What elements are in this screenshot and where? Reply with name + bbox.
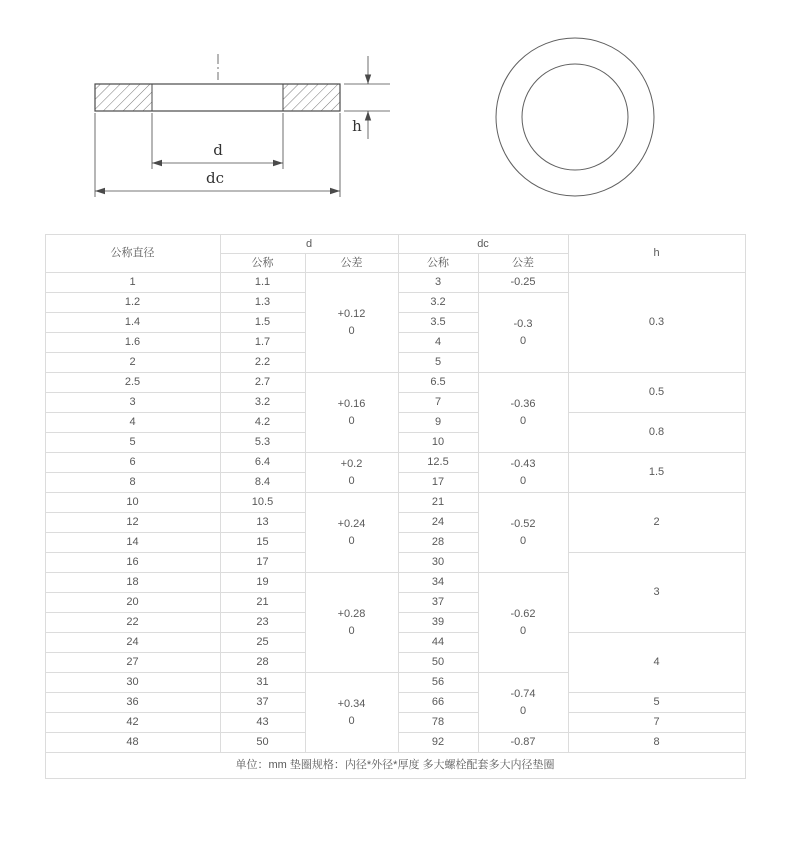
tolerance-line: -0.87 xyxy=(510,736,536,748)
cell-d-nominal: 1.7 xyxy=(220,333,305,353)
header-dc-tolerance: 公差 xyxy=(478,254,568,273)
section-view xyxy=(95,54,390,197)
cell-dc-nominal: 7 xyxy=(398,393,478,413)
header-nominal-diameter: 公称直径 xyxy=(45,235,220,273)
technical-drawing-section xyxy=(0,0,790,232)
header-d-nominal: 公称 xyxy=(220,254,305,273)
tolerance-line: -0.43 xyxy=(510,457,536,470)
dc-arrow-right xyxy=(330,188,340,194)
dim-label-dc: dc xyxy=(205,169,225,187)
tolerance-line: 0 xyxy=(519,334,527,347)
header-dc-nominal: 公称 xyxy=(398,254,478,273)
cell-dc-nominal: 4 xyxy=(398,333,478,353)
cell-dc-tolerance xyxy=(478,673,568,733)
dim-label-d: d xyxy=(213,141,223,159)
cell-d-nominal: 6.4 xyxy=(220,453,305,473)
cell-h: 5 xyxy=(568,693,745,713)
tolerance-line: 0 xyxy=(519,414,527,427)
header-row-1 xyxy=(45,235,745,254)
cell-d-nominal: 43 xyxy=(220,713,305,733)
cell-nominal-diameter: 20 xyxy=(45,593,220,613)
tolerance-line: +0.34 xyxy=(337,697,366,710)
cell-dc-tolerance xyxy=(478,453,568,493)
cell-nominal-diameter: 1 xyxy=(45,273,220,293)
cell-dc-nominal: 3 xyxy=(398,273,478,293)
cell-nominal-diameter: 5 xyxy=(45,433,220,453)
cell-d-nominal: 15 xyxy=(220,533,305,553)
cell-dc-nominal: 10 xyxy=(398,433,478,453)
cell-d-nominal: 3.2 xyxy=(220,393,305,413)
cell-nominal-diameter: 16 xyxy=(45,553,220,573)
cell-d-nominal: 23 xyxy=(220,613,305,633)
cell-h: 7 xyxy=(568,713,745,733)
tolerance-line: -0.36 xyxy=(510,397,536,410)
tolerance-line: 0 xyxy=(348,474,355,487)
washer-spec-table xyxy=(45,234,746,779)
cell-d-nominal: 19 xyxy=(220,573,305,593)
cell-h: 0.5 xyxy=(568,373,745,413)
cell-d-nominal: 2.7 xyxy=(220,373,305,393)
cell-nominal-diameter: 4 xyxy=(45,413,220,433)
cell-d-tolerance xyxy=(305,373,398,453)
cell-dc-nominal: 78 xyxy=(398,713,478,733)
table-body xyxy=(45,273,745,753)
cell-d-tolerance xyxy=(305,673,398,753)
cell-d-nominal: 5.3 xyxy=(220,433,305,453)
cell-dc-nominal: 50 xyxy=(398,653,478,673)
cell-dc-nominal: 92 xyxy=(398,733,478,753)
tolerance-line: -0.62 xyxy=(510,607,536,620)
cell-dc-tolerance xyxy=(478,373,568,453)
cell-d-nominal: 8.4 xyxy=(220,473,305,493)
cell-dc-nominal: 66 xyxy=(398,693,478,713)
h-arrow-top xyxy=(365,75,371,85)
cell-d-nominal: 17 xyxy=(220,553,305,573)
cell-dc-nominal: 56 xyxy=(398,673,478,693)
spec-row xyxy=(45,373,745,393)
cell-dc-tolerance xyxy=(478,493,568,573)
table-footer xyxy=(45,753,745,779)
footer-row xyxy=(45,753,745,779)
outer-circle xyxy=(496,38,654,196)
spec-row xyxy=(45,273,745,293)
cell-d-nominal: 50 xyxy=(220,733,305,753)
cell-dc-nominal: 12.5 xyxy=(398,453,478,473)
cell-nominal-diameter: 2 xyxy=(45,353,220,373)
cell-nominal-diameter: 3 xyxy=(45,393,220,413)
cell-h: 3 xyxy=(568,553,745,633)
cell-dc-tolerance xyxy=(478,573,568,673)
cell-d-nominal: 25 xyxy=(220,633,305,653)
tolerance-line: -0.3 xyxy=(513,317,533,330)
cell-h: 0.3 xyxy=(568,273,745,373)
header-d: d xyxy=(220,235,398,254)
cell-d-nominal: 2.2 xyxy=(220,353,305,373)
tolerance-line: +0.16 xyxy=(337,397,366,410)
cell-d-nominal: 13 xyxy=(220,513,305,533)
cell-dc-nominal: 44 xyxy=(398,633,478,653)
cell-dc-nominal: 21 xyxy=(398,493,478,513)
tolerance-line: 0 xyxy=(519,704,527,717)
h-arrow-bottom xyxy=(365,111,371,121)
cell-dc-tolerance xyxy=(478,733,568,753)
cell-dc-nominal: 3.5 xyxy=(398,313,478,333)
cell-d-nominal: 37 xyxy=(220,693,305,713)
cell-nominal-diameter: 18 xyxy=(45,573,220,593)
cell-nominal-diameter: 42 xyxy=(45,713,220,733)
cell-dc-nominal: 37 xyxy=(398,593,478,613)
cell-nominal-diameter: 1.4 xyxy=(45,313,220,333)
header-h: h xyxy=(568,235,745,273)
cell-nominal-diameter: 14 xyxy=(45,533,220,553)
cell-h: 8 xyxy=(568,733,745,753)
cell-d-tolerance xyxy=(305,493,398,573)
cell-dc-nominal: 3.2 xyxy=(398,293,478,313)
hatch-left xyxy=(95,84,152,111)
cell-d-nominal: 10.5 xyxy=(220,493,305,513)
tolerance-line: 0 xyxy=(519,534,527,547)
cell-dc-nominal: 24 xyxy=(398,513,478,533)
cell-nominal-diameter: 22 xyxy=(45,613,220,633)
cell-d-nominal: 1.3 xyxy=(220,293,305,313)
tolerance-line: +0.24 xyxy=(337,517,366,530)
cell-d-nominal: 4.2 xyxy=(220,413,305,433)
cell-d-nominal: 1.1 xyxy=(220,273,305,293)
tolerance-line: 0 xyxy=(348,624,355,637)
hatch-right xyxy=(283,84,340,111)
spec-row xyxy=(45,453,745,473)
cell-dc-nominal: 39 xyxy=(398,613,478,633)
cell-dc-tolerance xyxy=(478,293,568,373)
cell-nominal-diameter: 1.2 xyxy=(45,293,220,313)
washer-technical-drawing xyxy=(0,6,790,232)
cell-nominal-diameter: 27 xyxy=(45,653,220,673)
header-dc: dc xyxy=(398,235,568,254)
tolerance-line: -0.52 xyxy=(510,517,536,530)
cell-nominal-diameter: 2.5 xyxy=(45,373,220,393)
cell-d-nominal: 28 xyxy=(220,653,305,673)
d-arrow-right xyxy=(273,160,283,166)
cell-dc-nominal: 28 xyxy=(398,533,478,553)
cell-d-nominal: 31 xyxy=(220,673,305,693)
cell-nominal-diameter: 12 xyxy=(45,513,220,533)
cell-nominal-diameter: 1.6 xyxy=(45,333,220,353)
cell-d-tolerance xyxy=(305,573,398,673)
cell-nominal-diameter: 10 xyxy=(45,493,220,513)
cell-nominal-diameter: 24 xyxy=(45,633,220,653)
cell-nominal-diameter: 6 xyxy=(45,453,220,473)
spec-row xyxy=(45,493,745,513)
cell-nominal-diameter: 8 xyxy=(45,473,220,493)
tolerance-line: +0.28 xyxy=(337,607,366,620)
tolerance-line: 0 xyxy=(519,474,527,487)
cell-nominal-diameter: 48 xyxy=(45,733,220,753)
cell-dc-nominal: 9 xyxy=(398,413,478,433)
dim-label-h: h xyxy=(352,117,362,135)
cell-d-nominal: 21 xyxy=(220,593,305,613)
inner-circle xyxy=(522,64,628,170)
tolerance-line: 0 xyxy=(348,714,355,727)
cell-h: 4 xyxy=(568,633,745,693)
tolerance-line: 0 xyxy=(348,324,355,337)
cell-nominal-diameter: 30 xyxy=(45,673,220,693)
cell-d-nominal: 1.5 xyxy=(220,313,305,333)
cell-h: 1.5 xyxy=(568,453,745,493)
cell-dc-nominal: 17 xyxy=(398,473,478,493)
tolerance-line: -0.74 xyxy=(510,687,536,700)
d-arrow-left xyxy=(152,160,162,166)
dc-arrow-left xyxy=(95,188,105,194)
cell-d-tolerance xyxy=(305,273,398,373)
table-footer-note: 单位：mm 垫圈规格：内径*外径*厚度 多大螺栓配套多大内径垫圈 xyxy=(45,753,745,779)
cell-dc-nominal: 34 xyxy=(398,573,478,593)
cell-dc-nominal: 5 xyxy=(398,353,478,373)
table-header xyxy=(45,235,745,273)
header-d-tolerance: 公差 xyxy=(305,254,398,273)
cell-h: 2 xyxy=(568,493,745,553)
cell-nominal-diameter: 36 xyxy=(45,693,220,713)
tolerance-line: +0.2 xyxy=(340,457,363,470)
cell-d-tolerance xyxy=(305,453,398,493)
tolerance-line: 0 xyxy=(348,414,355,427)
tolerance-line: +0.12 xyxy=(337,307,366,320)
tolerance-line: -0.25 xyxy=(510,276,536,288)
plan-view xyxy=(496,38,654,196)
tolerance-line: 0 xyxy=(519,624,527,637)
cell-h: 0.8 xyxy=(568,413,745,453)
cell-dc-nominal: 30 xyxy=(398,553,478,573)
cell-dc-nominal: 6.5 xyxy=(398,373,478,393)
tolerance-line: 0 xyxy=(348,534,355,547)
cell-dc-tolerance xyxy=(478,273,568,293)
